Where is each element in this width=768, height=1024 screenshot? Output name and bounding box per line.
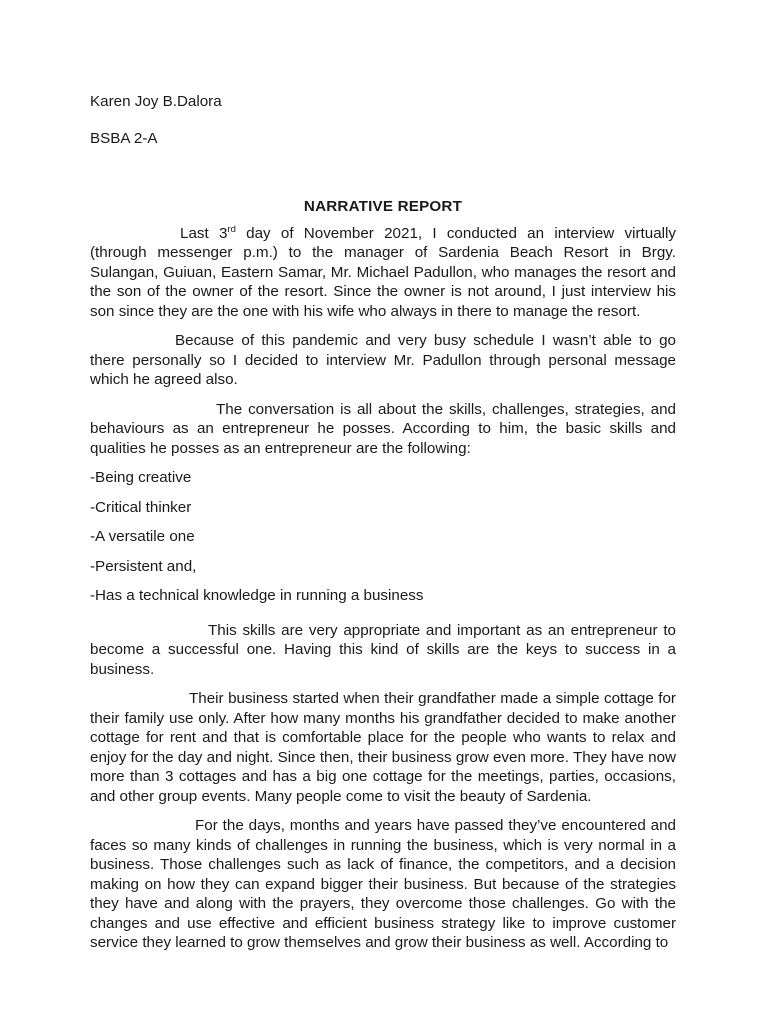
author-name: Karen Joy B.Dalora xyxy=(90,93,222,110)
list-item: -Has a technical knowledge in running a business xyxy=(90,587,424,604)
intro-text-rest: day of November 2021, I conducted an interview virtually (through messenger p.m.) to the manager of Sardenia Beach Resort in Brgy. Sulangan, Guiuan, Eastern Samar, Mr. Michael Padullon, who manages the resort and the son of the owner of the resort. Since the owner is not around, I just interview his son since they are the one with his wife who always in there to manage the resort. xyxy=(90,224,676,320)
paragraph-conversation: The conversation is all about the skills, challenges, strategies, and behaviours as an entrepreneur he posses. According to him, the basic skills and qualities he posses as an entrepreneur are the following: xyxy=(90,400,676,457)
ordinal-suffix: rd xyxy=(227,223,236,235)
intro-text-start: Last 3 xyxy=(180,224,228,242)
intro-paragraph xyxy=(90,224,676,322)
list-item: -Critical thinker xyxy=(90,498,192,516)
list-item: -A versatile one xyxy=(90,528,195,545)
document-page xyxy=(90,92,676,963)
list-item: -Persistent and, xyxy=(90,557,197,575)
paragraph-business-history: Their business started when their grandfather made a simple cottage for their family use only. After how many months his grandfather decided to make another cottage for rent and that is comfortable place for the people who wants to relax and enjoy for the day and night. Since then, their business grow even more. They have now more than 3 cottages and has a big one cottage for the meetings, parties, occasions, and other group events. Many people come to visit the beauty of Sardenia. xyxy=(90,690,676,805)
author-section: BSBA 2-A xyxy=(90,129,158,147)
document-title: NARRATIVE REPORT xyxy=(303,198,463,215)
list-item: -Being creative xyxy=(90,469,192,486)
skills-list xyxy=(90,468,676,606)
paragraph-skills-importance: This skills are very appropriate and important as an entrepreneur to become a successful one. Having this kind of skills are the keys to success in a business. xyxy=(90,621,676,678)
paragraph-challenges: For the days, months and years have passed they’ve encountered and faces so many kinds of challenges in running the business, which is very normal in a business. Those challenges such as lack of finance, the competitors, and a decision making on how they can expand bigger their business. But because of the strategies they have and along with the prayers, they overcome those challenges. Go with the changes and use effective and efficient business strategy like to improve customer service they learned to grow themselves and grow their business as well. According to xyxy=(90,817,676,951)
paragraph-pandemic: Because of this pandemic and very busy schedule I wasn’t able to go there personally so I decided to interview Mr. Padullon through personal message which he agreed also. xyxy=(90,332,676,388)
